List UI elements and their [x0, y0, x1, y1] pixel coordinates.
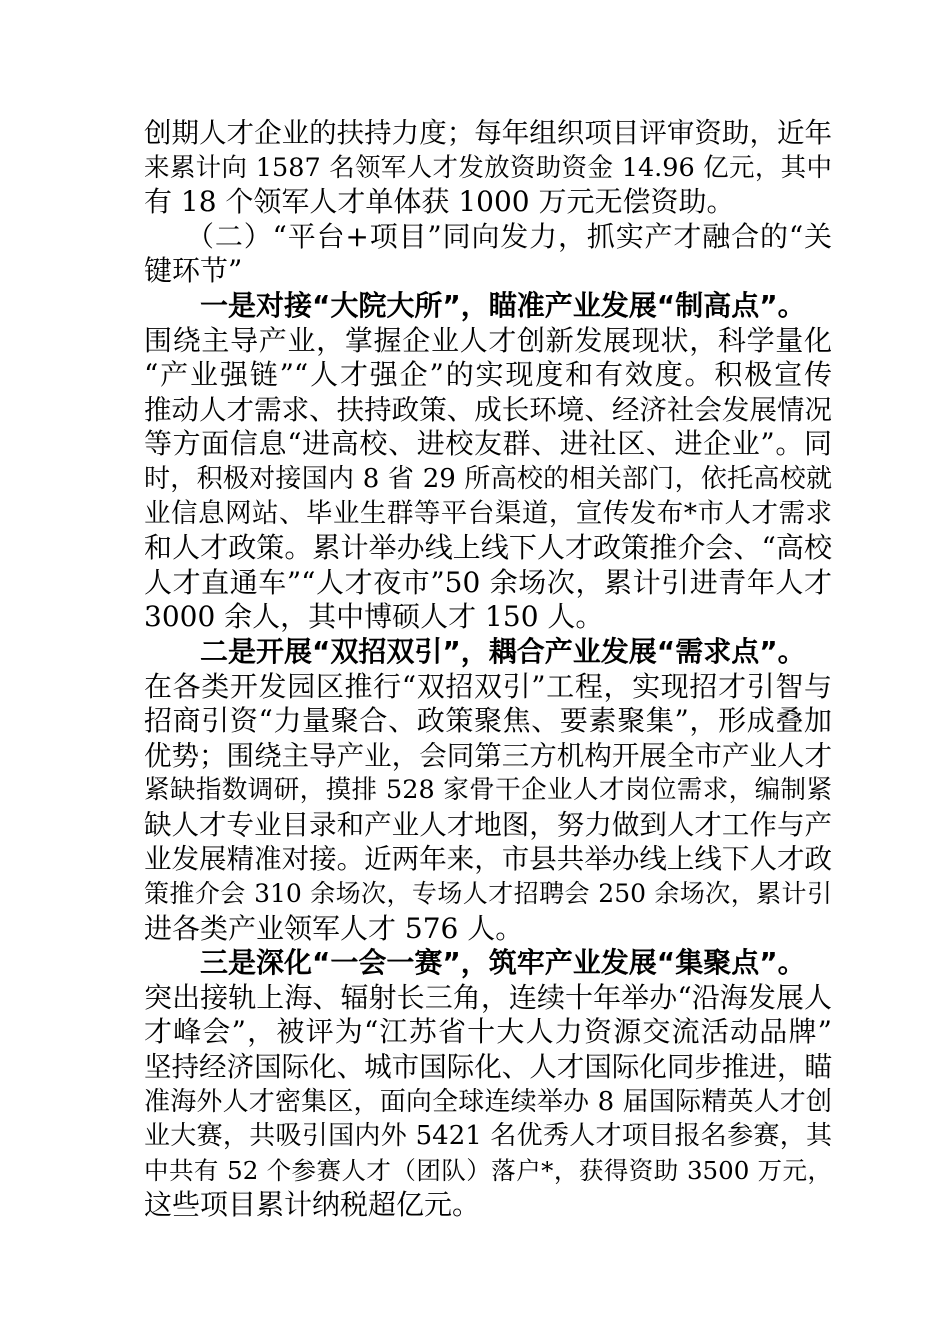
text-line: 有 18 个领军人才单体获 1000 万元无偿资助。	[144, 185, 735, 219]
document-body	[144, 116, 832, 1223]
text-line: 才峰会”，被评为“江苏省十大人力资源交流活动品牌”	[144, 1015, 832, 1049]
text-line: 时，积极对接国内 8 省 29 所高校的相关部门，依托高校就	[144, 463, 832, 494]
text-line: 招商引资“力量聚合、政策聚焦、要素聚集”，形成叠加	[144, 704, 832, 738]
text-line: 准海外人才密集区，面向全球连续举办 8 届国际精英人才创	[144, 1086, 832, 1117]
text-line: 推动人才需求、扶持政策、成长环境、经济社会发展情况	[144, 393, 832, 426]
text-line: 等方面信息“进高校、进校友群、进社区、进企业”。同	[144, 427, 832, 461]
section-heading-line: 键环节”	[144, 254, 243, 288]
text-line: 人才直通车”“人才夜市”50 余场次，累计引进青年人才	[144, 565, 832, 599]
text-line: 突出接轨上海、辐射长三角，连续十年举办“沿海发展人	[144, 980, 832, 1014]
text-line: 这些项目累计纳税超亿元。	[144, 1188, 481, 1222]
text-line: 策推介会 310 余场次，专场人才招聘会 250 余场次，累计引	[144, 879, 832, 909]
text-line: 业发展精准对接。近两年来，市县共举办线上线下人才政	[144, 843, 832, 876]
text-line: 3000 余人，其中博硕人才 150 人。	[144, 600, 604, 634]
text-line: 和人才政策。累计举办线上线下人才政策推介会、“高校	[144, 531, 832, 565]
bold-subheading: 三是深化“一会一赛”，筑牢产业发展“集聚点”。	[200, 946, 806, 980]
text-line: 创期人才企业的扶持力度；每年组织项目评审资助，近年	[144, 117, 832, 149]
text-line: 在各类开发园区推行“双招双引”工程，实现招才引智与	[144, 669, 832, 703]
text-line: 围绕主导产业，掌握企业人才创新发展现状，科学量化	[144, 323, 832, 357]
text-line: 缺人才专业目录和产业人才地图，努力做到人才工作与产	[144, 808, 832, 841]
section-heading-line: （二）“平台+项目”同向发力，抓实产才融合的“关	[186, 219, 832, 253]
text-line: 中共有 52 个参赛人才（团队）落户*，获得资助 3500 万元，	[144, 1155, 832, 1185]
text-line: 来累计向 1587 名领军人才发放资助资金 14.96 亿元，其中	[144, 152, 832, 183]
text-line: “产业强链”“人才强企”的实现度和有效度。积极宣传	[144, 358, 832, 392]
text-line: 业大赛，共吸引国内外 5421 名优秀人才项目报名参赛，其	[144, 1121, 832, 1152]
text-line: 紧缺指数调研，摸排 528 家骨干企业人才岗位需求，编制紧	[144, 775, 832, 806]
bold-subheading: 二是开展“双招双引”，耦合产业发展“需求点”。	[200, 634, 806, 668]
text-line: 坚持经济国际化、城市国际化、人才国际化同步推进，瞄	[144, 1051, 832, 1084]
text-line: 进各类产业领军人才 576 人。	[144, 911, 524, 945]
text-line: 优势；围绕主导产业，会同第三方机构开展全市产业人才	[144, 739, 832, 772]
bold-subheading: 一是对接“大院大所”，瞄准产业发展“制高点”。	[200, 288, 806, 322]
text-line: 业信息网站、毕业生群等平台渠道，宣传发布*市人才需求	[144, 497, 832, 529]
